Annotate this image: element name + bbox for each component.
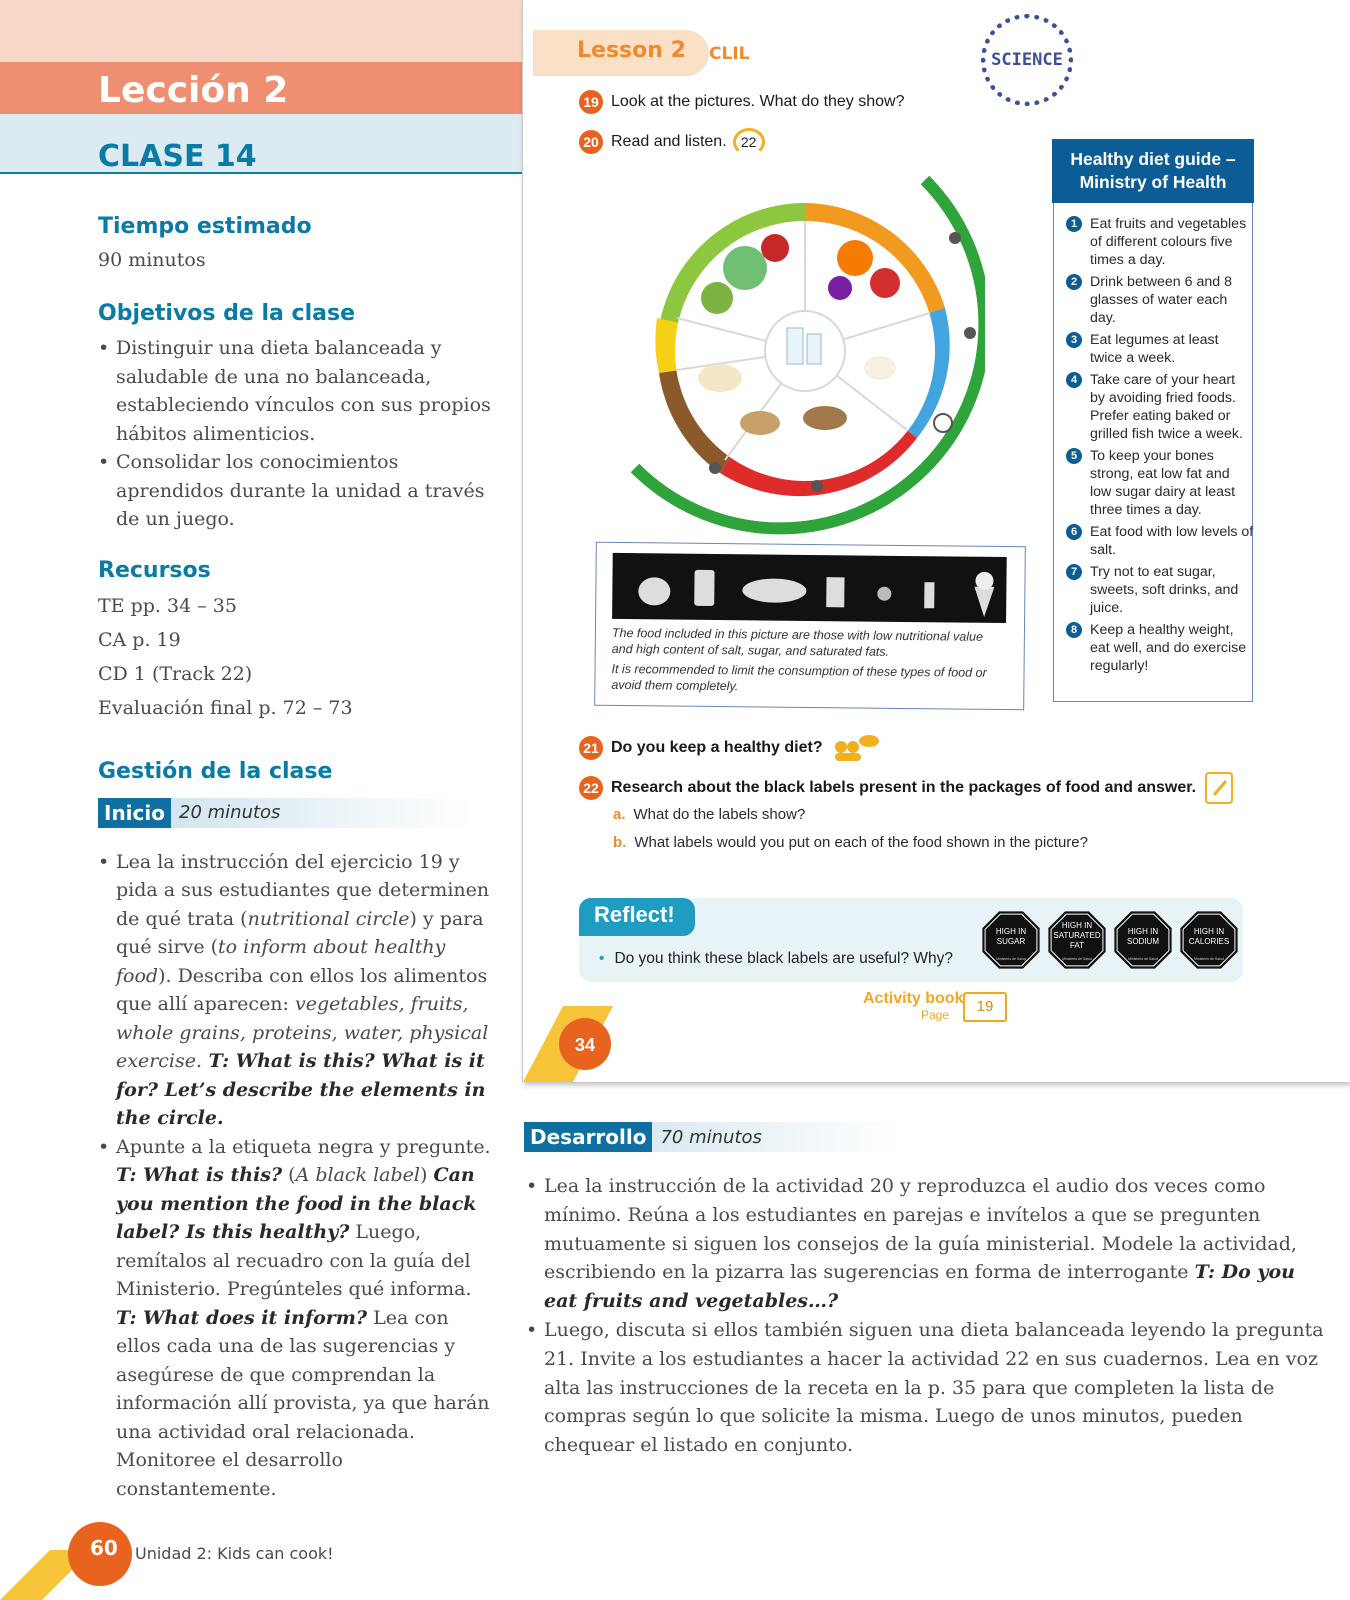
list-item: • Apunte a la etiqueta negra y pregunte. T: What is this? (A black label) Can you mention the food in the black label? Is this healthy? Luego, remítalos al recuadro con la guía del Ministerio. Pregúnteles qué informa. T: What does it inform? Lea con ellos cada una de las sugerencias y asegúrese de que comprendan la información allí provista, ya que harán una actividad oral relacionada. Monitoree el desarrollo constantemente. — [98, 1133, 493, 1504]
teacher-page-number: 60 — [90, 1536, 118, 1560]
black-label-text: FAT — [1069, 941, 1085, 950]
page-corner-34 — [523, 1006, 613, 1082]
inicio-list — [98, 848, 493, 1504]
unit-title: Unidad 2: Kids can cook! — [135, 1544, 334, 1563]
lesson-tab-label: Lesson 2 — [577, 38, 686, 63]
black-label — [1048, 911, 1105, 968]
list-item: 4 Take care of your heart by avoiding fried foods. Prefer eating baked or grilled fish twice a week. — [1066, 371, 1254, 443]
list-item: CD 1 (Track 22) — [98, 662, 253, 685]
list-item: 8 Keep a healthy weight, eat well, and do exercise regularly! — [1066, 621, 1254, 675]
question-text: Research about the black labels present in the packages of food and answer. — [611, 779, 1197, 796]
list-item: 7 Try not to eat sugar, sweets, soft drinks, and juice. — [1066, 563, 1254, 617]
question-text: Look at the pictures. What do they show? — [611, 93, 905, 110]
inicio-bar — [98, 798, 473, 828]
black-labels — [979, 906, 1251, 974]
question-22a: a. What do the labels show? — [613, 806, 806, 823]
lesson-tab — [533, 30, 709, 76]
student-page-number: 34 — [574, 1035, 596, 1055]
list-item: • Lea la instrucción del ejercicio 19 y pida a sus estudiantes que determinen de qué trata (nutritional circle) y para qué sirve (to inform about healthy food). Describa con ellos los alimentos que allí aparecen: vegetables, fruits, whole grains, proteins, water, physical exercise. T: What is this? What is it for? Let’s describe the elements in the circle. — [98, 848, 493, 1133]
question-number: 19 — [579, 90, 603, 114]
black-label-text: HIGH IN — [1061, 921, 1093, 930]
development-label: Desarrollo — [524, 1122, 652, 1152]
notebook-pencil-icon — [1204, 771, 1236, 805]
reflect-question: • Do you think these black labels are useful? Why? — [599, 950, 953, 968]
list-item: 6 Eat food with low levels of salt. — [1066, 523, 1254, 559]
question-20 — [579, 128, 765, 156]
black-label-text: HIGH IN — [1127, 927, 1159, 936]
resources-list — [98, 589, 493, 725]
list-item: 3 Eat legumes at least twice a week. — [1066, 331, 1254, 367]
question-22b: b. What labels would you put on each of the food shown in the picture? — [613, 834, 1088, 851]
question-19 — [579, 90, 905, 114]
lesson-band — [0, 62, 522, 114]
resources-heading: Recursos — [98, 557, 211, 583]
junk-food-box — [594, 542, 1026, 710]
healthy-diet-guide — [1053, 140, 1253, 702]
teacher-notes — [98, 214, 493, 1503]
reflect-title: Reflect! — [579, 898, 695, 936]
black-label-ministry: Ministerio de Salud — [1062, 957, 1092, 961]
pair-work-icon — [831, 735, 879, 761]
nutrition-circle-illustration — [625, 168, 985, 548]
list-item: CA p. 19 — [98, 628, 181, 651]
list-item: • Consolidar los conocimientos aprendidos durante la unidad a través de un juego. — [98, 448, 493, 534]
guide-title: Healthy diet guide – Ministry of Health — [1052, 139, 1254, 203]
activity-book-page-number: 19 — [963, 992, 1007, 1022]
list-item: TE pp. 34 – 35 — [98, 594, 237, 617]
list-item: Evaluación final p. 72 – 73 — [98, 696, 353, 719]
science-stamp — [981, 14, 1073, 106]
black-label — [1114, 911, 1171, 968]
black-label-text: SODIUM — [1127, 937, 1159, 946]
objectives-heading: Objetivos de la clase — [98, 301, 355, 326]
question-21 — [579, 735, 879, 761]
question-22 — [579, 771, 1236, 805]
objectives-list — [98, 334, 493, 534]
class-band — [0, 114, 522, 174]
black-label-ministry: Ministerio de Salud — [1128, 957, 1158, 961]
header-decoration — [0, 0, 522, 62]
black-label-text: HIGH IN — [1193, 927, 1225, 936]
management-heading: Gestión de la clase — [98, 758, 333, 784]
development-section — [524, 1122, 1324, 1460]
black-label — [1180, 911, 1237, 968]
list-item: • Lea la instrucción de la actividad 20 y reproduzca el audio dos veces como mínimo. Reúna a los estudiantes en parejas e invítelos a que se pregunten mutuamente si siguen los consejos de la guía ministerial. Modele la actividad, escribiendo en la pizarra las sugerencias en forma de interrogante T: Do you eat fruits and vegetables…? — [526, 1172, 1324, 1316]
question-number: 20 — [579, 130, 603, 154]
junk-caption-1: The food included in this picture are those with low nutritional value and high content of salt, sugar, and saturated fats. — [611, 625, 984, 659]
black-label-text: SUGAR — [996, 937, 1026, 946]
junk-food-image — [612, 553, 1007, 623]
junk-caption-2: It is recommended to limit the consumption of these types of food or avoid them completely. — [611, 661, 987, 694]
black-label-ministry: Ministerio de Salud — [1194, 957, 1224, 961]
black-label-ministry: Ministerio de Salud — [996, 957, 1026, 961]
inicio-label: Inicio — [98, 798, 171, 828]
question-number: 21 — [579, 736, 603, 760]
development-bar — [524, 1122, 904, 1152]
lesson-title: Lección 2 — [98, 70, 289, 111]
activity-book-page-word: Page — [921, 1008, 950, 1022]
black-label — [982, 911, 1039, 968]
list-item: • Distinguir una dieta balanceada y saludable de una no balanceada, estableciendo vínculos con sus propios hábitos alimenticios. — [98, 334, 493, 448]
time-heading: Tiempo estimado — [98, 214, 312, 239]
reflect-panel — [579, 898, 1243, 982]
list-item: 5 To keep your bones strong, eat low fat and low sugar dairy at least three times a day. — [1066, 447, 1254, 519]
black-label-text: SATURATED — [1053, 931, 1101, 940]
question-text: Read and listen. — [611, 133, 727, 150]
class-title: CLASE 14 — [98, 139, 257, 174]
question-text: Do you keep a healthy diet? — [611, 739, 823, 756]
student-book-page — [522, 0, 1350, 1082]
inicio-time: 20 minutos — [179, 802, 281, 823]
list-item: 1 Eat fruits and vegetables of different colours five times a day. — [1066, 215, 1254, 269]
headphones-icon[interactable]: 22 — [733, 128, 765, 156]
black-label-text: HIGH IN — [995, 927, 1027, 936]
list-item: • Luego, discuta si ellos también siguen una dieta balanceada leyendo la pregunta 21. Invite a los estudiantes a hacer la actividad 22 en sus cuadernos. Lea en voz alta las instrucciones de la receta en la p. 35 para que completen la lista de compras según lo que solicite la misma. Luego de unos minutos, pueden chequear el listado en conjunto. — [526, 1316, 1324, 1460]
question-number: 22 — [579, 776, 603, 800]
list-item: 2 Drink between 6 and 8 glasses of water each day. — [1066, 273, 1254, 327]
development-list — [524, 1172, 1324, 1460]
clil-tag: CLIL — [709, 44, 750, 64]
development-time: 70 minutos — [660, 1126, 762, 1148]
guide-list — [1066, 215, 1254, 679]
science-stamp-label: SCIENCE — [991, 50, 1063, 70]
activity-book-link[interactable]: Activity book — [863, 990, 964, 1007]
black-label-text: CALORIES — [1188, 937, 1230, 946]
page-corner-footer — [0, 1510, 140, 1600]
time-value: 90 minutos — [98, 249, 206, 271]
